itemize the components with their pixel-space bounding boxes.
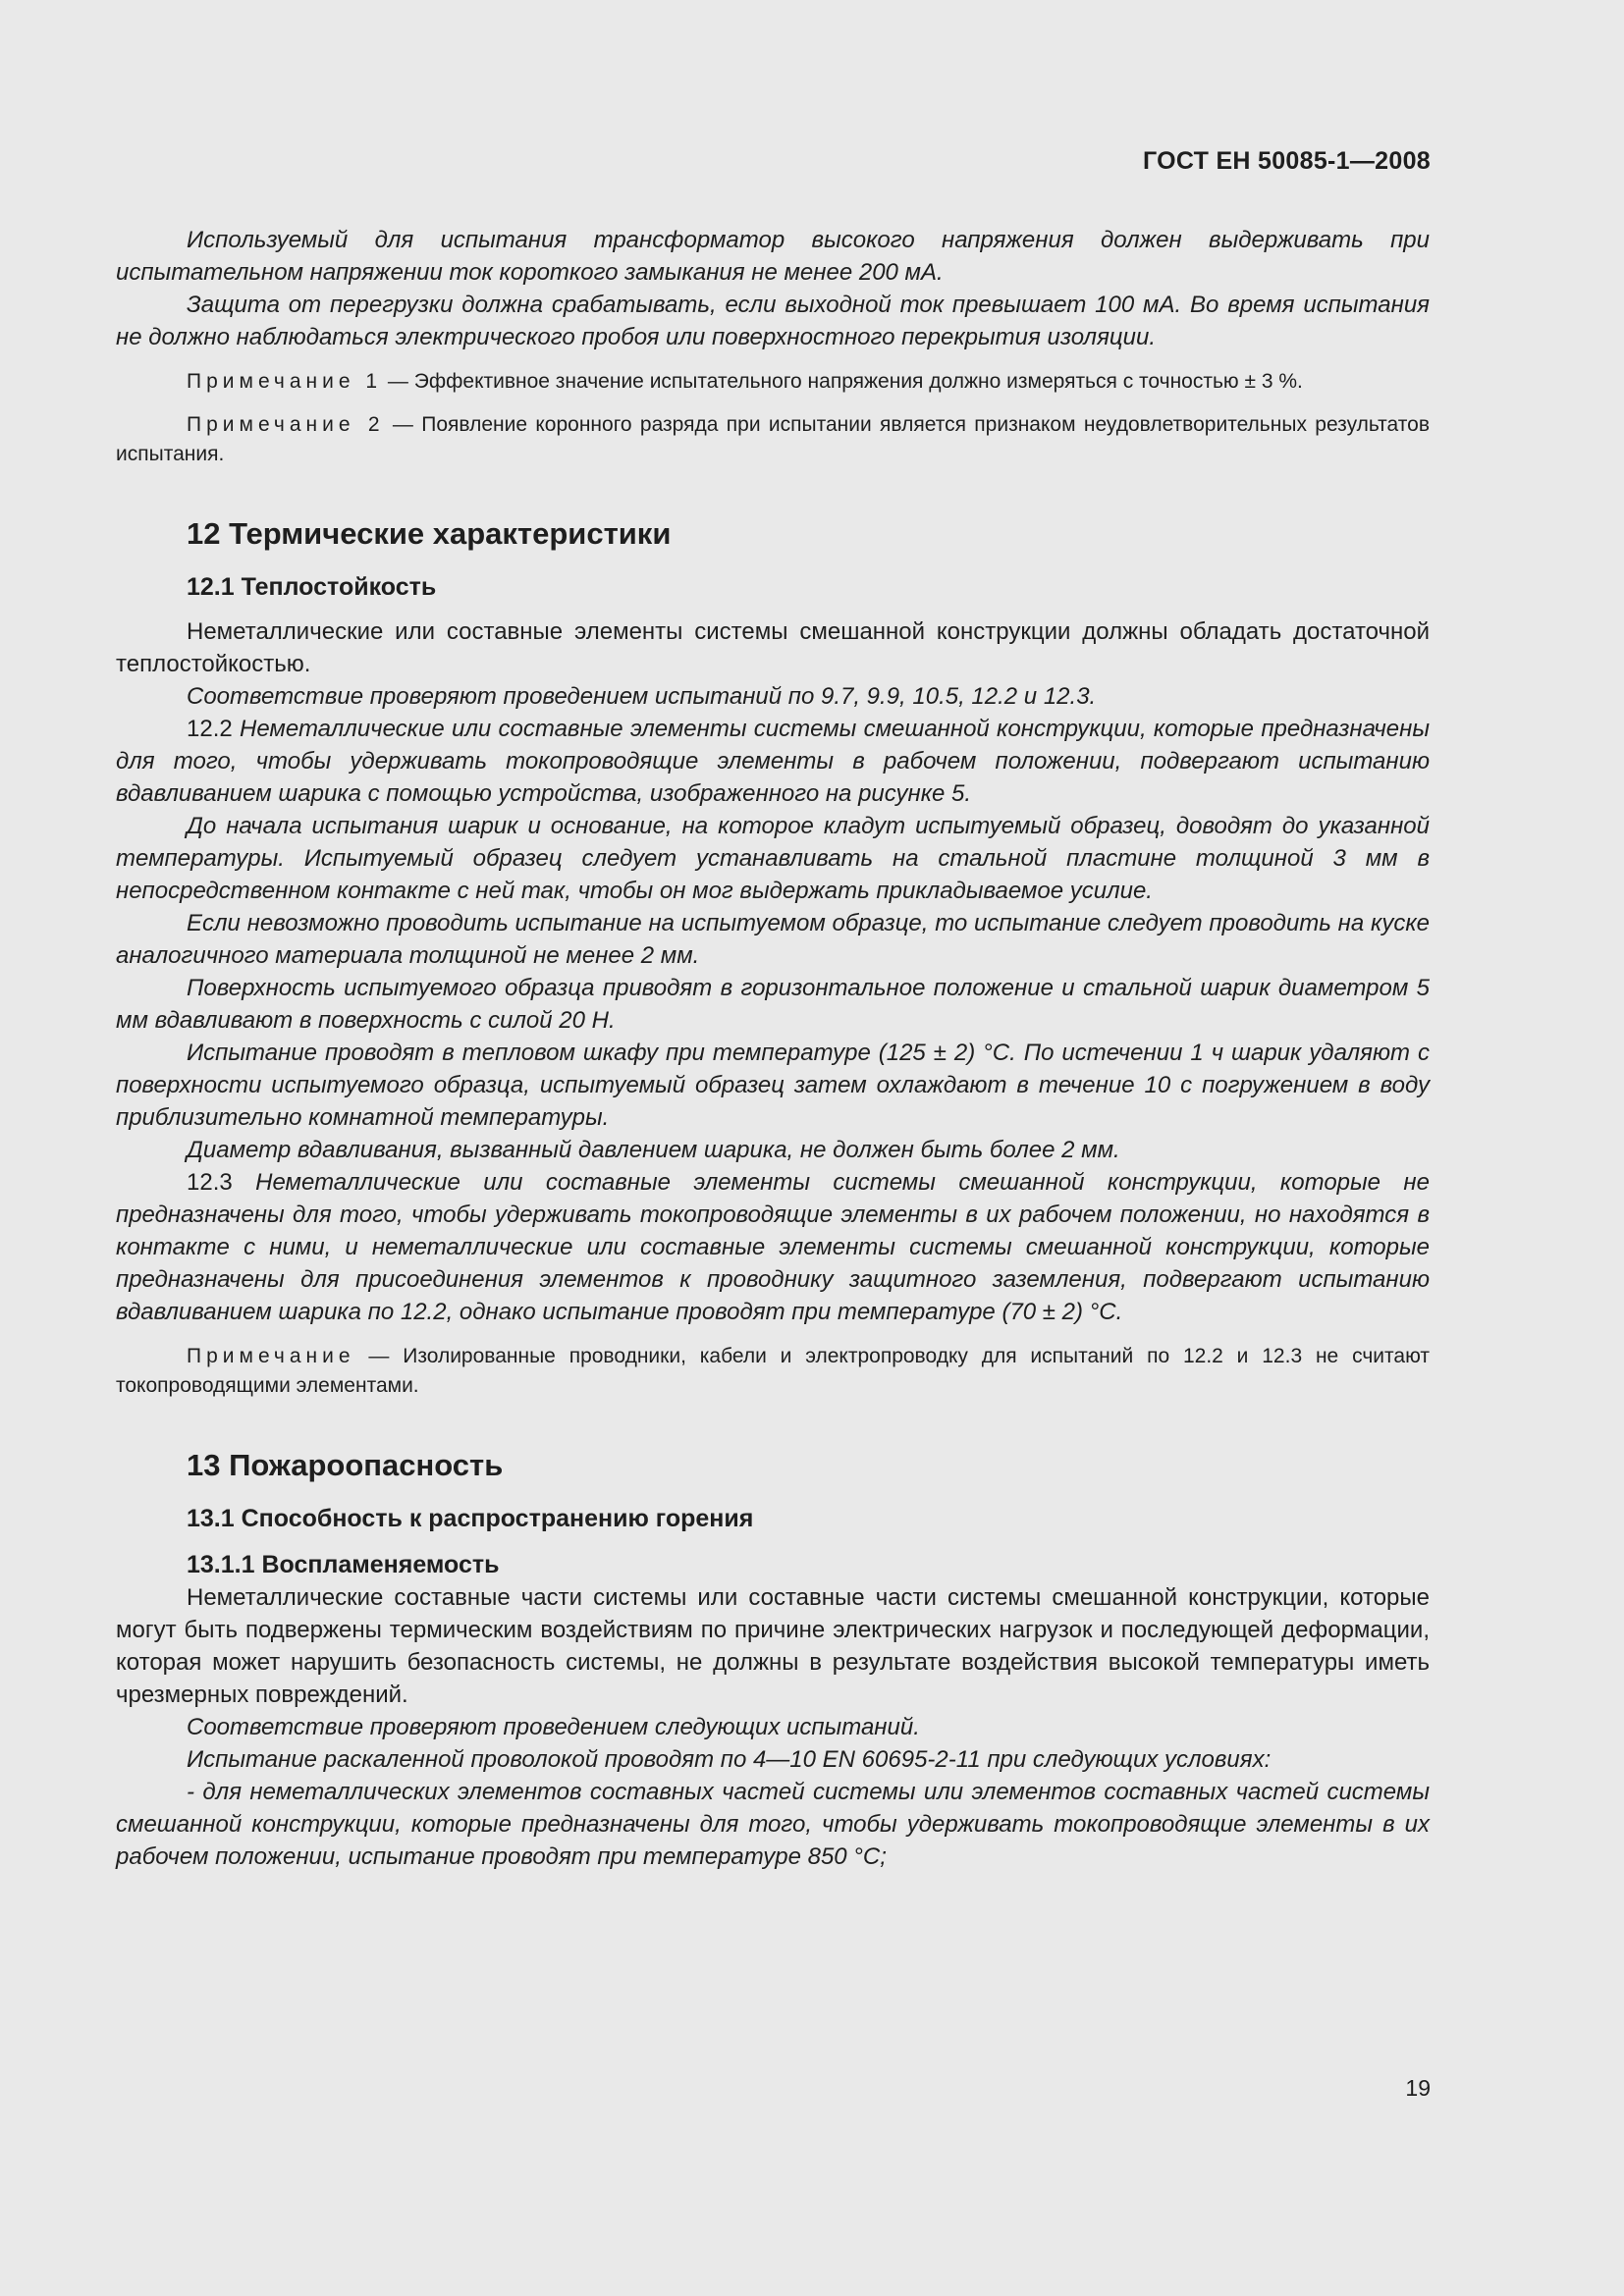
clause-number: 12.2 bbox=[187, 716, 240, 742]
note bbox=[116, 1342, 1430, 1401]
paragraph: Диаметр вдавливания, вызванный давлением шарика, не должен быть более 2 мм. bbox=[187, 1137, 1120, 1163]
paragraph: Неметаллические или составные элементы системы смешанной конструкции должны обладать достаточной теплостойкостью. bbox=[116, 618, 1430, 677]
paragraph: Испытание проводят в тепловом шкафу при температуре (125 ± 2) °С. По истечении 1 ч шарик удаляют с поверхности испытуемого образца, испытуемый образец затем охлаждают в течение 10 с погружением в воду приблизительно комнатной температуры. bbox=[116, 1040, 1430, 1131]
section-heading: 13 Пожароопасность bbox=[187, 1448, 504, 1482]
paragraph: Неметаллические составные части системы или составные части системы смешанной конструкции, которые могут быть подвержены термическим воздействиям по причине электрических нагрузок и последующей деформации, которая может нарушить безопасность системы, не должны в результате воздействия высокой температуры иметь чрезмерных повреждений. bbox=[116, 1584, 1430, 1708]
clause-text: Неметаллические или составные элементы системы смешанной конструкции, которые предназначены для того, чтобы удерживать токопроводящие элементы в рабочем положении, подвергают испытанию вдавливанием шарика с помощью устройства, изображенного на рисунке 5. bbox=[116, 716, 1430, 807]
paragraph: Защита от перегрузки должна срабатывать, если выходной ток превышает 100 мА. Во время испытания не должно наблюдаться электрического пробоя или поверхностного перекрытия изоляции. bbox=[116, 292, 1430, 350]
paragraph: Если невозможно проводить испытание на испытуемом образце, то испытание следует проводить на куске аналогичного материала толщиной не менее 2 мм. bbox=[116, 910, 1430, 969]
page-number: 19 bbox=[1405, 2075, 1431, 2101]
note-label: Примечание bbox=[187, 1345, 355, 1367]
paragraph: Поверхность испытуемого образца приводят в горизонтальное положение и стальной шарик диаметром 5 мм вдавливают в поверхность с силой 20 Н. bbox=[116, 975, 1430, 1034]
note-label: Примечание 1 bbox=[187, 370, 383, 393]
note bbox=[116, 410, 1430, 469]
paragraph: Соответствие проверяют проведением испытаний по 9.7, 9.9, 10.5, 12.2 и 12.3. bbox=[187, 683, 1097, 710]
subsection-heading: 13.1 Способность к распространению горения bbox=[187, 1505, 754, 1532]
clause-number: 12.3 bbox=[187, 1169, 256, 1196]
paragraph: - для неметаллических элементов составных частей системы или элементов составных частей системы смешанной конструкции, которые предназначены для того, чтобы удерживать токопроводящие элементы в их рабочем положении, испытание проводят при температуре 850 °С; bbox=[116, 1779, 1430, 1870]
paragraph bbox=[116, 713, 1430, 810]
section-heading: 12 Термические характеристики bbox=[187, 516, 672, 551]
note-label: Примечание 2 bbox=[187, 413, 385, 436]
subsection-heading: 13.1.1 Воспламеняемость bbox=[187, 1551, 500, 1578]
paragraph bbox=[116, 1166, 1430, 1328]
note-text: — Появление коронного разряда при испытании является признаком неудовлетворительных результатов испытания. bbox=[116, 413, 1430, 465]
document-header: ГОСТ ЕН 50085-1—2008 bbox=[1143, 147, 1431, 175]
paragraph: До начала испытания шарик и основание, на которое кладут испытуемый образец, доводят до указанной температуры. Испытуемый образец следует устанавливать на стальной пластине толщиной 3 мм в непосредственном контакте с ней так, чтобы он мог выдержать прикладываемое усилие. bbox=[116, 813, 1430, 904]
clause-text: Неметаллические или составные элементы системы смешанной конструкции, которые не предназначены для того, чтобы удерживать токопроводящие элементы в их рабочем положении, но находятся в контакте с ними, и неметаллические или составные элементы системы смешанной конструкции, которые предназначены для присоединения элементов к проводнику защитного заземления, подвергают испытанию вдавливанием шарика по 12.2, однако испытание проводят при температуре (70 ± 2) °С. bbox=[116, 1169, 1430, 1325]
note bbox=[116, 367, 1430, 397]
note-text: — Эффективное значение испытательного напряжения должно измеряться с точностью ± 3 %. bbox=[382, 370, 1303, 393]
paragraph: Соответствие проверяют проведением следующих испытаний. bbox=[187, 1714, 920, 1740]
page-content bbox=[116, 224, 1430, 1873]
note-text: — Изолированные проводники, кабели и электропроводку для испытаний по 12.2 и 12.3 не считают токопроводящими элементами. bbox=[116, 1345, 1430, 1397]
paragraph: Используемый для испытания трансформатор высокого напряжения должен выдерживать при испытательном напряжении ток короткого замыкания не менее 200 мА. bbox=[116, 227, 1430, 286]
subsection-heading: 12.1 Теплостойкость bbox=[187, 573, 437, 601]
paragraph: Испытание раскаленной проволокой проводят по 4—10 EN 60695-2-11 при следующих условиях: bbox=[187, 1746, 1272, 1773]
